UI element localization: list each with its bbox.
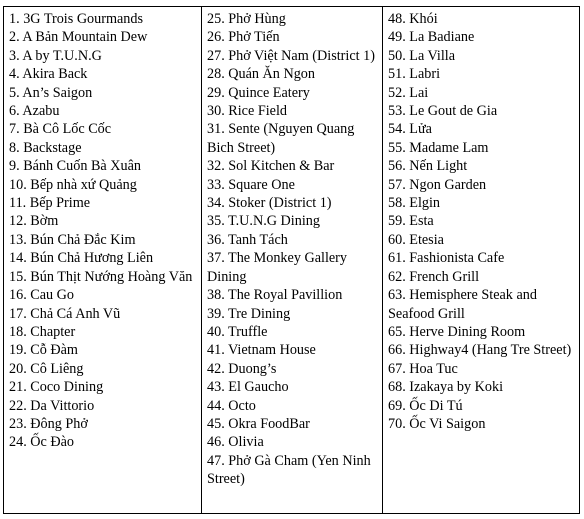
column-3 bbox=[382, 7, 579, 513]
list-item: 51. Labri bbox=[388, 66, 441, 83]
list-item: 59. Esta bbox=[388, 213, 434, 230]
list-item: 31. Sente (Nguyen Quang Bich Street) bbox=[207, 121, 355, 156]
list-item: 69. Ốc Di Tú bbox=[388, 397, 463, 414]
list-item: 46. Olivia bbox=[207, 434, 264, 451]
list-item: 30. Rice Field bbox=[207, 103, 287, 120]
list-item: 13. Bún Chả Đắc Kim bbox=[9, 231, 136, 248]
list-item: 61. Fashionista Cafe bbox=[388, 250, 505, 267]
list-item: 17. Chả Cá Anh Vũ bbox=[9, 305, 121, 322]
list-item: 14. Bún Chả Hương Liên bbox=[9, 250, 154, 267]
list-item: 67. Hoa Tuc bbox=[388, 360, 458, 377]
list-item: 47. Phở Gà Cham (Yen Ninh Street) bbox=[207, 452, 371, 488]
list-item: 45. Okra FoodBar bbox=[207, 415, 310, 432]
list-item: 40. Truffle bbox=[207, 323, 268, 340]
list-item: 23. Đông Phở bbox=[9, 415, 88, 432]
list-item: 24. Ốc Đào bbox=[9, 434, 75, 451]
list-item: 42. Duong’s bbox=[207, 360, 277, 377]
list-item: 55. Madame Lam bbox=[388, 139, 489, 156]
column-1 bbox=[4, 7, 201, 513]
list-item: 33. Square One bbox=[207, 176, 295, 193]
list-item: 52. Lai bbox=[388, 84, 429, 101]
list-item: 68. Izakaya by Koki bbox=[388, 379, 504, 396]
list-item: 49. La Badiane bbox=[388, 29, 475, 46]
list-item: 7. Bà Cô Lốc Cốc bbox=[9, 121, 112, 138]
list-item: 9. Bánh Cuốn Bà Xuân bbox=[9, 158, 142, 175]
list-item: 62. French Grill bbox=[388, 268, 480, 285]
list-item: 5. An’s Saigon bbox=[9, 84, 93, 101]
list-item: 32. Sol Kitchen & Bar bbox=[207, 158, 335, 175]
list-item: 37. The Monkey Gallery Dining bbox=[207, 250, 348, 285]
list-item: 54. Lửa bbox=[388, 121, 432, 138]
list-item: 2. A Bản Mountain Dew bbox=[9, 29, 148, 46]
list-item: 3. A by T.U.N.G bbox=[9, 47, 102, 64]
list-item: 8. Backstage bbox=[9, 139, 82, 156]
list-item: 15. Bún Thịt Nướng Hoàng Văn bbox=[9, 268, 193, 285]
list-item: 53. Le Gout de Gia bbox=[388, 103, 498, 120]
list-item: 10. Bếp nhà xứ Quảng bbox=[9, 176, 137, 193]
list-item: 27. Phở Việt Nam (District 1) bbox=[207, 47, 375, 64]
list-item: 60. Etesia bbox=[388, 231, 444, 248]
list-item: 58. Elgin bbox=[388, 195, 441, 212]
list-item: 66. Highway4 (Hang Tre Street) bbox=[388, 342, 572, 359]
list-item: 28. Quán Ăn Ngon bbox=[207, 66, 315, 83]
list-item: 16. Cau Go bbox=[9, 287, 75, 304]
list-item: 44. Octo bbox=[207, 397, 256, 414]
list-item: 56. Nến Light bbox=[388, 158, 468, 175]
list-item: 36. Tanh Tách bbox=[207, 231, 288, 248]
list-item: 12. Bờm bbox=[9, 213, 59, 230]
list-item: 65. Herve Dining Room bbox=[388, 323, 526, 340]
list-item: 1. 3G Trois Gourmands bbox=[9, 11, 144, 27]
list-item: 29. Quince Eatery bbox=[207, 84, 310, 101]
list-item: 18. Chapter bbox=[9, 323, 76, 340]
list-item: 35. T.U.N.G Dining bbox=[207, 213, 320, 230]
list-item: 21. Coco Dining bbox=[9, 379, 104, 396]
list-item: 48. Khói bbox=[388, 11, 438, 27]
list-item: 19. Cỗ Đàm bbox=[9, 342, 78, 359]
list-item: 57. Ngon Garden bbox=[388, 176, 487, 193]
column-2 bbox=[201, 7, 382, 513]
list-item: 39. Tre Dining bbox=[207, 305, 291, 322]
list-item: 11. Bếp Prime bbox=[9, 195, 91, 212]
list-item: 20. Cô Liêng bbox=[9, 360, 84, 377]
list-item: 43. El Gaucho bbox=[207, 379, 289, 396]
list-item: 50. La Villa bbox=[388, 47, 456, 64]
list-item: 38. The Royal Pavillion bbox=[207, 287, 343, 304]
restaurant-list-table bbox=[3, 6, 580, 514]
list-item: 22. Da Vittorio bbox=[9, 397, 95, 414]
list-item: 26. Phở Tiến bbox=[207, 29, 280, 46]
list-item: 6. Azabu bbox=[9, 103, 60, 120]
list-item: 34. Stoker (District 1) bbox=[207, 195, 332, 212]
list-item: 70. Ốc Vi Saigon bbox=[388, 415, 486, 432]
list-item: 25. Phở Hùng bbox=[207, 11, 286, 27]
list-item: 41. Vietnam House bbox=[207, 342, 316, 359]
list-item: 4. Akira Back bbox=[9, 66, 88, 83]
list-item: 63. Hemisphere Steak and Seafood Grill bbox=[388, 287, 537, 322]
